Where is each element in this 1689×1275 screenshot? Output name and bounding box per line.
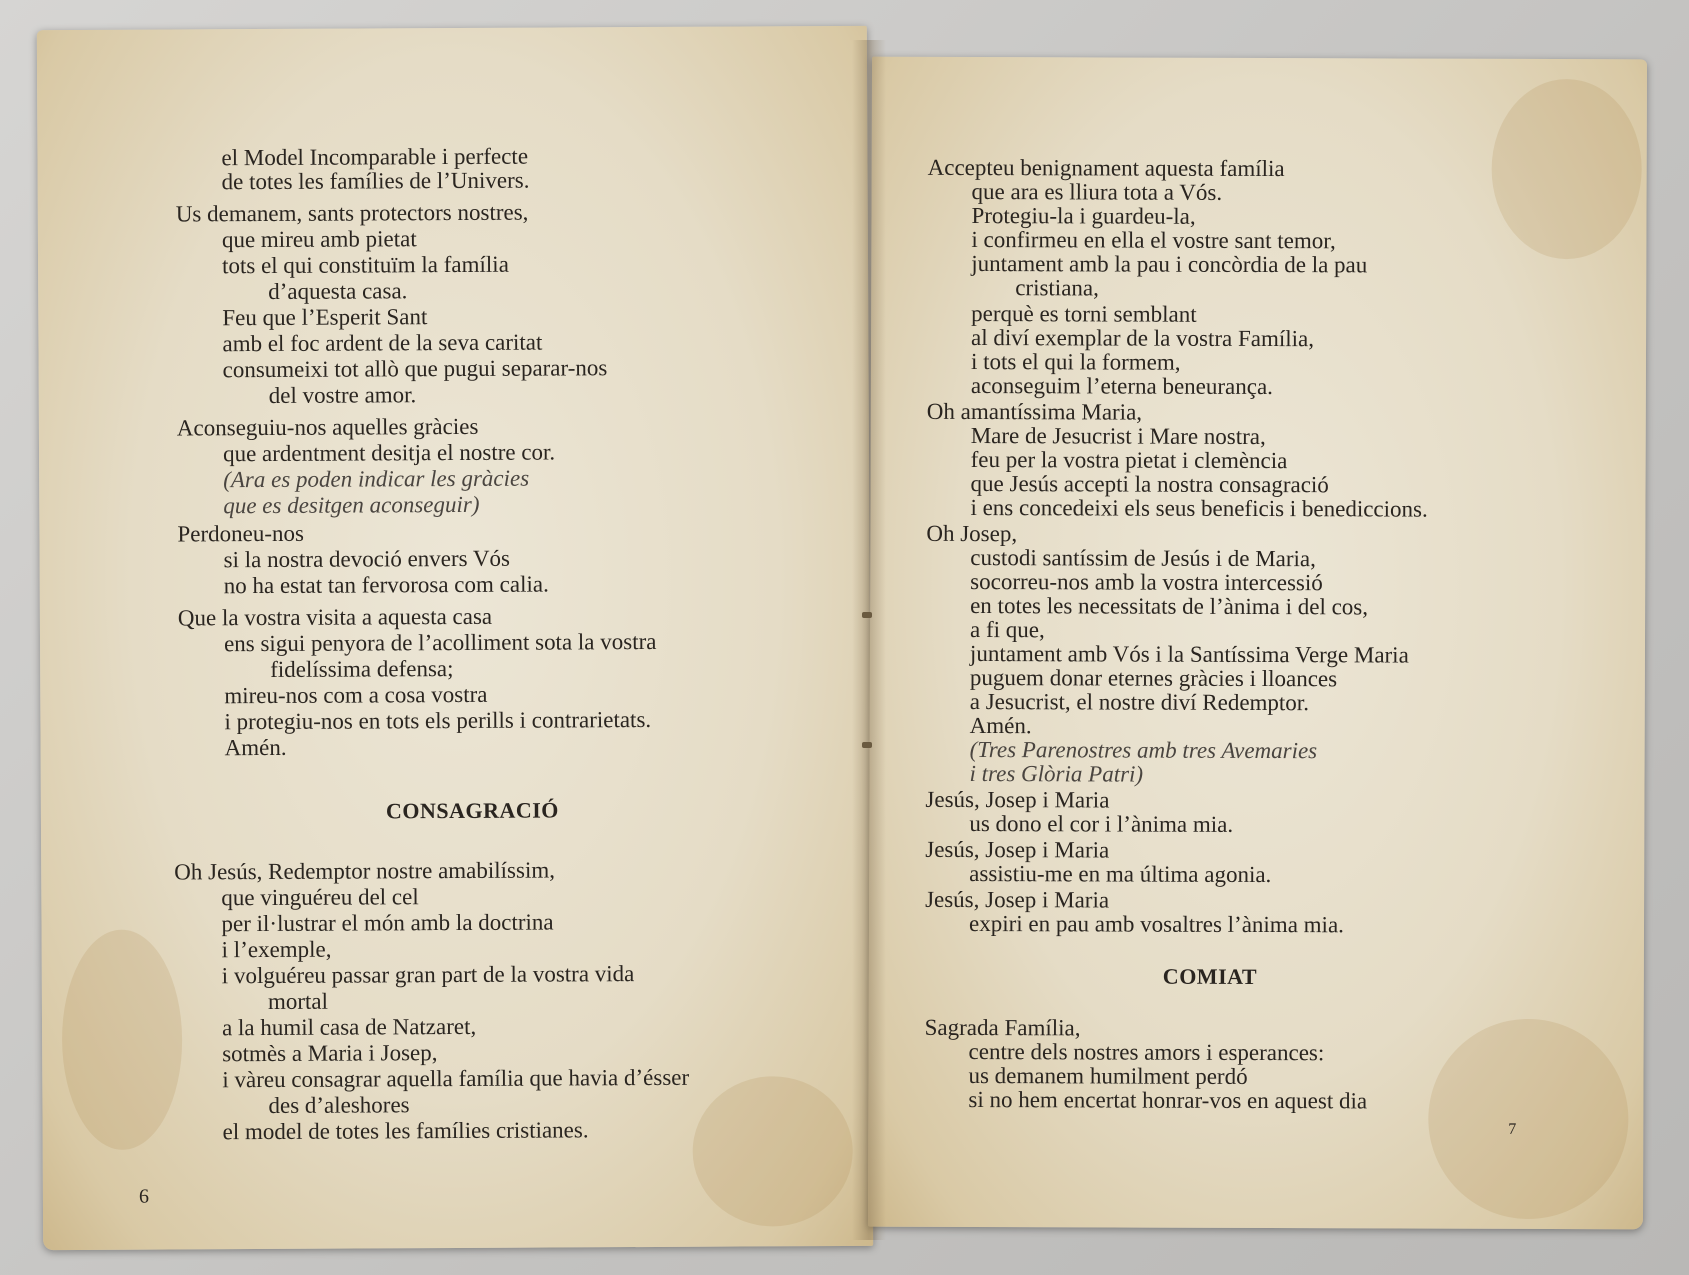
text-line: juntament amb Vós i la Santíssima Verge Maria: [969, 640, 1409, 668]
text-line-italic: i tres Glòria Patri): [969, 760, 1144, 787]
text-line: puguem donar eternes gràcies i lloances: [969, 664, 1338, 692]
text-line: perquè es torni semblant: [971, 300, 1197, 327]
text-line: Sagrada Família,: [924, 1014, 1081, 1041]
text-line: i ens concedeixi els seus beneficis i benediccions.: [970, 494, 1428, 522]
text-line: del vostre amor.: [268, 382, 417, 408]
text-line: a Jesucrist, el nostre diví Redemptor.: [969, 688, 1310, 716]
text-line: Mare de Jesucrist i Mare nostra,: [970, 422, 1266, 450]
text-line: Oh Josep,: [926, 520, 1018, 547]
text-line-italic: que es desitgen aconseguir): [223, 491, 480, 519]
text-line: si la nostra devoció envers Vós: [223, 545, 511, 573]
text-line: Feu que l’Esperit Sant: [222, 304, 428, 331]
text-line: tots el qui constituïm la família: [221, 251, 509, 279]
text-line: socorreu-nos amb la vostra intercessió: [970, 568, 1323, 596]
text-line: Jesús, Josep i Maria: [925, 786, 1110, 813]
text-line: i vàreu consagrar aquella família que havia d’ésser: [222, 1064, 690, 1093]
text-line: i l’exemple,: [221, 936, 332, 963]
text-line: de totes les famílies de l’Univers.: [221, 167, 530, 195]
page-number: 7: [1508, 1120, 1517, 1138]
text-line: Perdoneu-nos: [177, 520, 304, 547]
text-line: el Model Incomparable i perfecte: [221, 143, 529, 171]
text-line: expiri en pau amb vosaltres l’ànima mia.: [968, 910, 1344, 938]
stain: [1491, 79, 1642, 260]
text-line: Jesús, Josep i Maria: [925, 836, 1110, 863]
text-line: cristiana,: [1015, 275, 1099, 301]
text-line: que mireu amb pietat: [221, 226, 417, 253]
text-line: en totes les necessitats de l’ànima i del cos,: [970, 592, 1369, 620]
spine-fold: [852, 40, 886, 1240]
text-line: Protegiu-la i guardeu-la,: [971, 202, 1196, 229]
text-line: al diví exemplar de la vostra Família,: [971, 324, 1315, 352]
text-line: mireu-nos com a cosa vostra: [224, 681, 488, 709]
text-line: us demanem humilment perdó: [968, 1062, 1248, 1089]
section-heading-consagracio: CONSAGRACIÓ: [385, 797, 559, 824]
text-line: d’aquesta casa.: [268, 278, 408, 304]
text-line: Accepteu benignament aquesta família: [927, 154, 1285, 182]
text-line: feu per la vostra pietat i clemència: [970, 446, 1288, 474]
text-line: a la humil casa de Natzaret,: [221, 1013, 477, 1041]
text-line: des d’aleshores: [268, 1092, 410, 1118]
text-line: Aconseguiu-nos aquelles gràcies: [176, 413, 479, 441]
text-line: us dono el cor i l’ànima mia.: [969, 810, 1234, 837]
staple: [862, 612, 872, 618]
text-line: ens sigui penyora de l’acolliment sota la vostra: [223, 628, 657, 657]
text-line: Us demanem, sants protectors nostres,: [175, 199, 529, 227]
text-line: Amén.: [224, 734, 287, 761]
text-line-italic: (Tres Parenostres amb tres Avemaries: [969, 736, 1318, 764]
text-line: no ha estat tan fervorosa com calia.: [223, 571, 549, 599]
text-line: a fi que,: [970, 616, 1045, 643]
staple: [862, 742, 872, 748]
text-line: Amén.: [969, 712, 1032, 739]
stain: [1428, 1019, 1629, 1220]
stain: [692, 1076, 853, 1227]
text-line: aconseguim l’eterna beneurança.: [970, 372, 1273, 400]
text-line: i protegiu-nos en tots els perills i contrarietats.: [224, 706, 652, 735]
text-line: mortal: [267, 988, 329, 1014]
text-line: que Jesús accepti la nostra consagració: [970, 470, 1329, 498]
text-line: el model de totes les famílies cristianes.: [222, 1117, 589, 1145]
text-line: Oh Jesús, Redemptor nostre amabilíssim,: [174, 857, 556, 885]
text-line: sotmès a Maria i Josep,: [222, 1040, 438, 1067]
text-line-italic: (Ara es poden indicar les gràcies: [223, 465, 530, 493]
text-line: custodi santíssim de Jesús i de Maria,: [970, 544, 1316, 572]
stain: [62, 929, 183, 1150]
text-line: i confirmeu en ella el vostre sant temor,: [971, 226, 1336, 254]
text-line: i volguéreu passar gran part de la vostra vida: [221, 961, 635, 989]
left-page: [37, 26, 873, 1250]
page-number: 6: [138, 1185, 149, 1208]
text-line: Oh amantíssima Maria,: [926, 398, 1143, 425]
text-line: per il·lustrar el món amb la doctrina: [221, 909, 554, 937]
text-line: juntament amb la pau i concòrdia de la pau: [971, 250, 1368, 278]
text-line: amb el foc ardent de la seva caritat: [222, 329, 543, 357]
text-line: si no hem encertat honrar-vos en aquest dia: [968, 1086, 1368, 1114]
right-page: [868, 57, 1647, 1230]
text-line: centre dels nostres amors i esperances:: [968, 1038, 1325, 1066]
text-line: que ara es lliura tota a Vós.: [971, 178, 1223, 205]
text-line: consumeixi tot allò que pugui separar-nos: [222, 355, 608, 383]
text-line: assistiu-me en ma última agonia.: [969, 860, 1272, 888]
text-line: Jesús, Josep i Maria: [925, 886, 1110, 913]
text-line: fidelíssima defensa;: [270, 656, 454, 682]
section-heading-comiat: COMIAT: [1162, 963, 1258, 990]
text-line: que ardentment desitja el nostre cor.: [222, 439, 556, 467]
text-line: que vinguéreu del cel: [221, 884, 419, 911]
text-line: Que la vostra visita a aquesta casa: [177, 603, 493, 631]
text-line: i tots el qui la formem,: [970, 348, 1181, 375]
